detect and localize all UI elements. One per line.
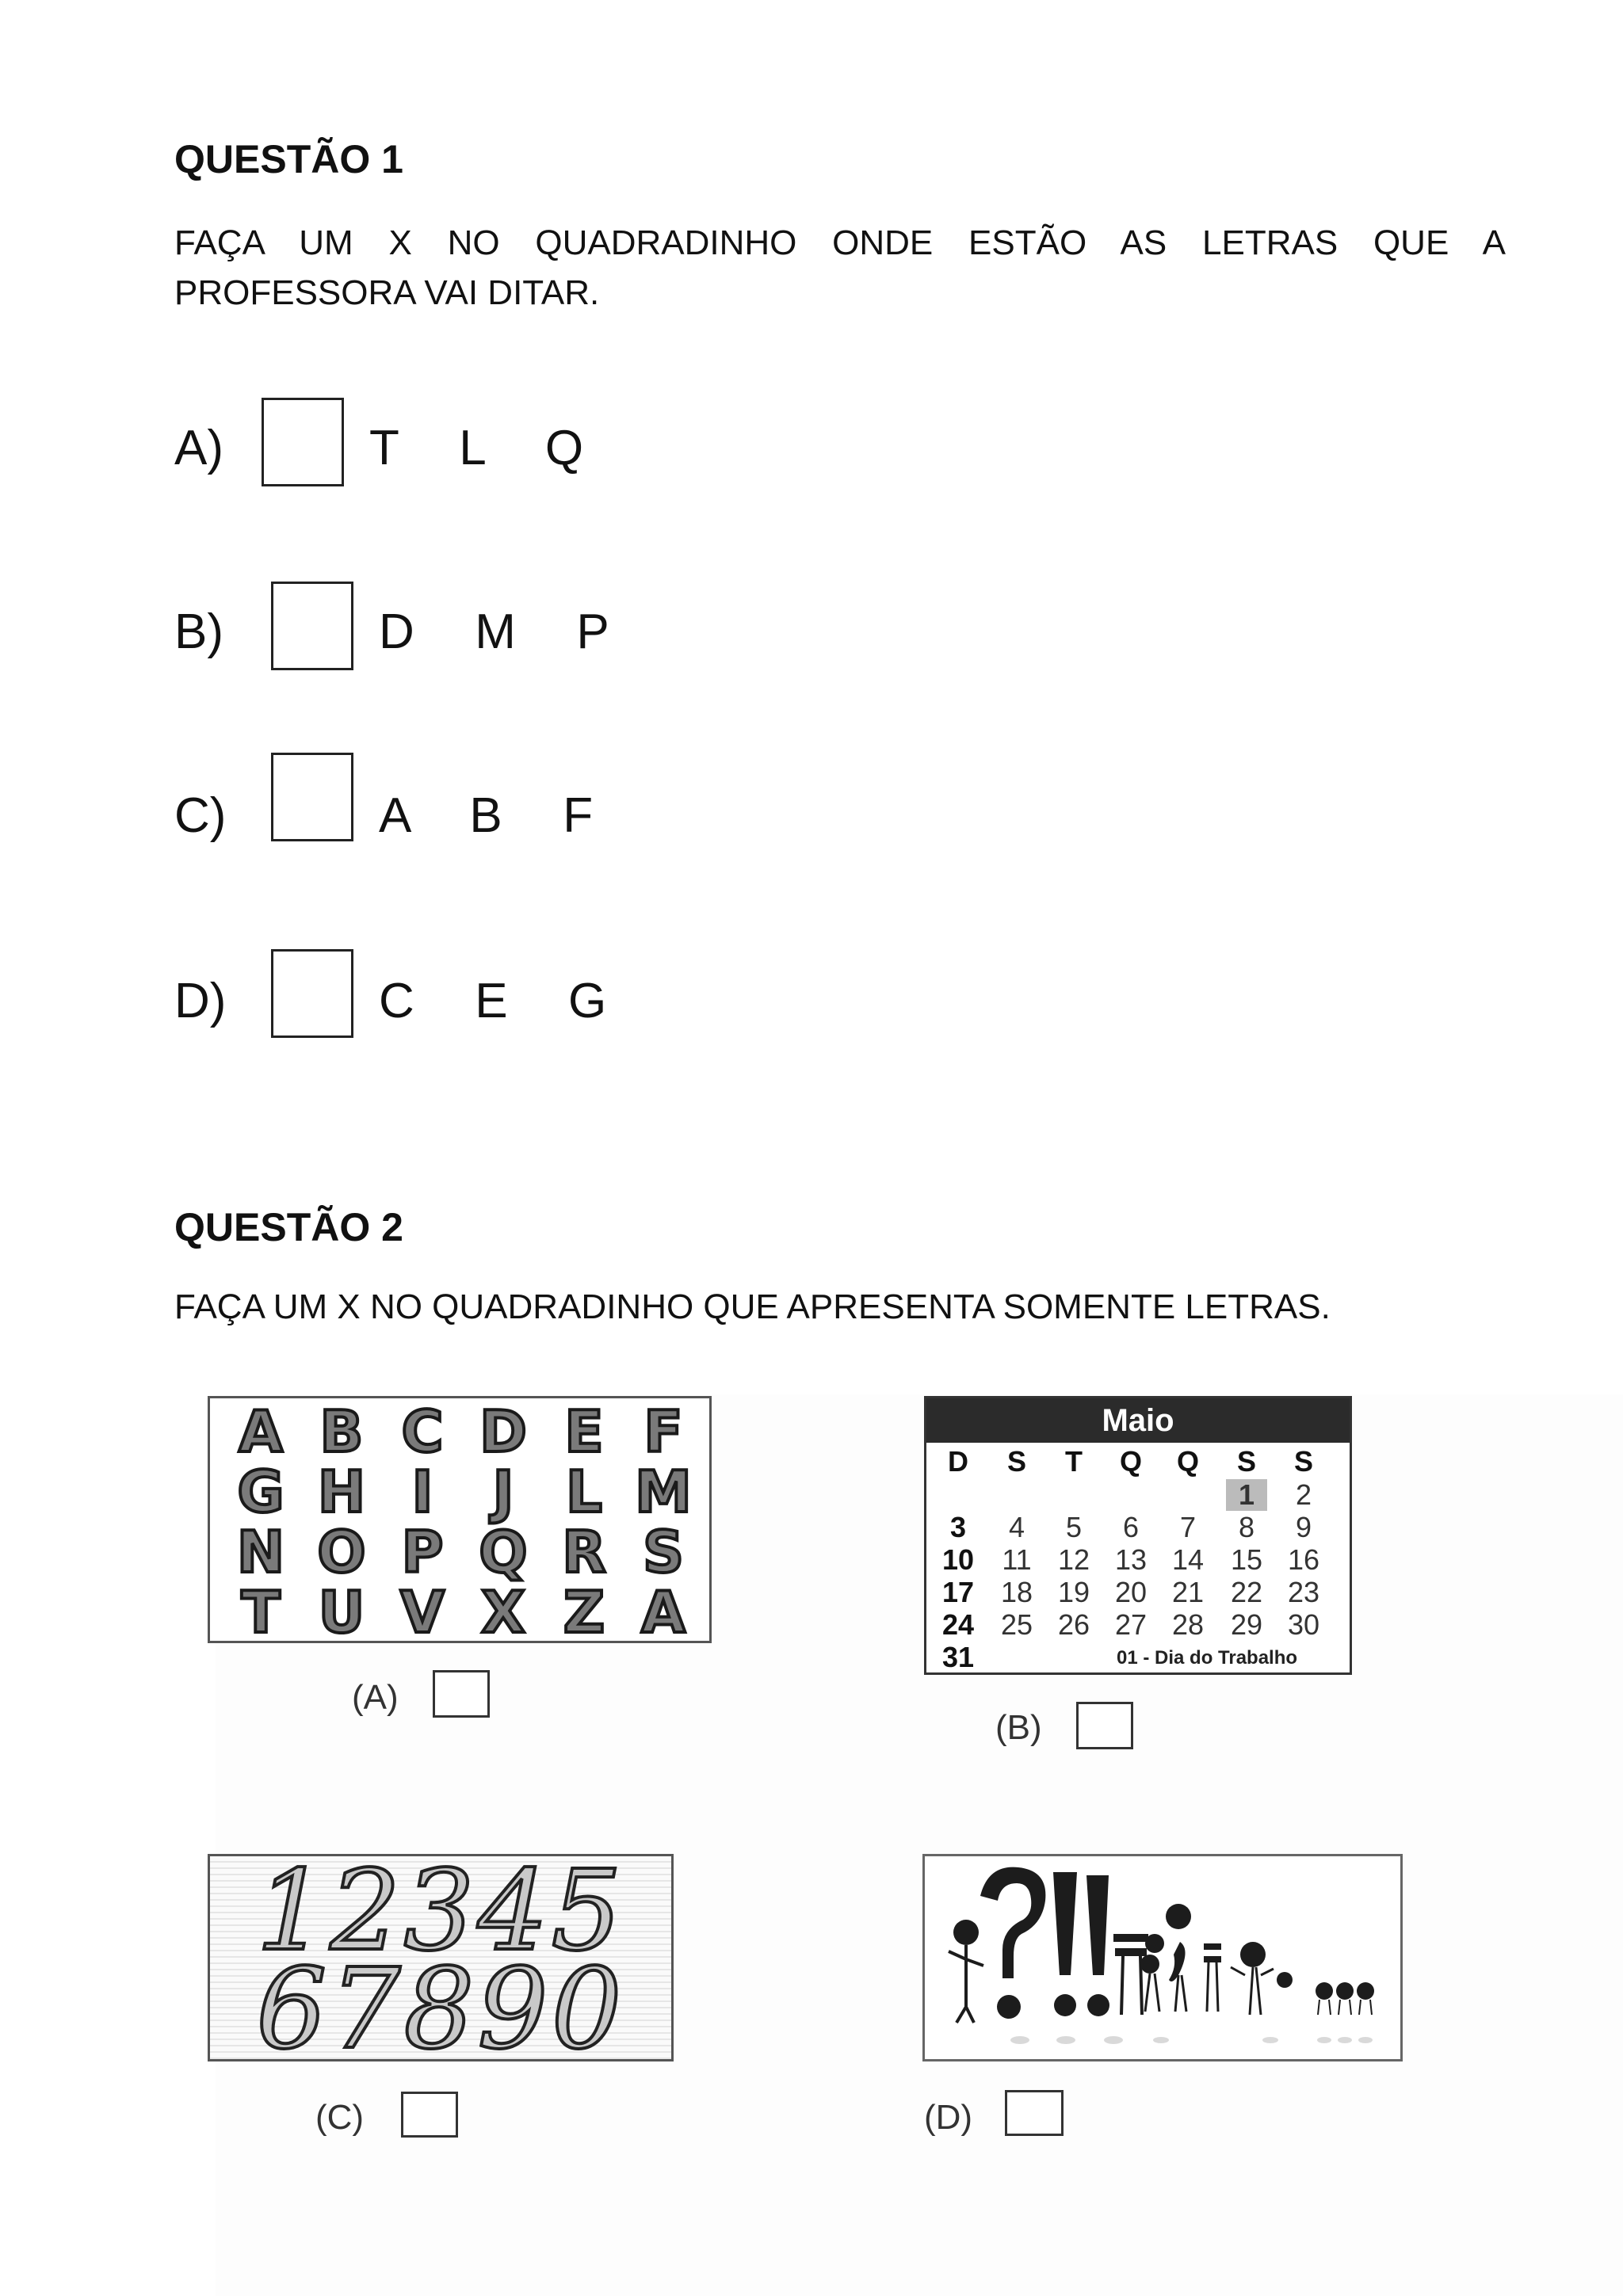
alphabet-letter: J <box>492 1459 514 1525</box>
calendar-day: 30 <box>1287 1608 1320 1641</box>
punctuation-characters-illustration <box>925 1856 1400 2059</box>
alphabet-image <box>208 1396 712 1643</box>
calendar-weekday: D <box>948 1445 968 1478</box>
calendar-day: 12 <box>1057 1543 1090 1576</box>
calendar-image <box>924 1396 1352 1675</box>
alphabet-letter: F <box>643 1398 683 1465</box>
alphabet-letter: P <box>401 1519 444 1585</box>
alphabet-letter: R <box>562 1519 606 1585</box>
option-c-label: C) <box>174 788 227 843</box>
calendar-weekday: Q <box>1176 1445 1199 1478</box>
question-1-instruction-line-2: PROFESSORA VAI DITAR. <box>174 273 600 312</box>
question-2-instruction: FAÇA UM X NO QUADRADINHO QUE APRESENTA SOMENTE LETRAS. <box>174 1287 1331 1326</box>
punctuation-image <box>922 1854 1403 2061</box>
option-a-checkbox[interactable] <box>262 398 344 486</box>
numbers-image <box>208 1854 674 2061</box>
question-1-title: QUESTÃO 1 <box>174 137 403 181</box>
calendar-day: 25 <box>1000 1608 1033 1641</box>
calendar-weekday: S <box>1293 1445 1313 1478</box>
option-c-image-checkbox[interactable] <box>401 2092 458 2138</box>
option-d-checkbox[interactable] <box>271 949 353 1038</box>
alphabet-letter: L <box>566 1459 602 1525</box>
option-c-letters: A B F <box>379 788 595 843</box>
option-a-label: A) <box>174 421 223 475</box>
alphabet-letter: G <box>237 1459 285 1525</box>
numbers-row-2: 67890 <box>256 1945 625 2061</box>
alphabet-letter: B <box>319 1398 364 1465</box>
option-d-image-checkbox[interactable] <box>1005 2090 1064 2136</box>
calendar-day: 14 <box>1171 1543 1205 1576</box>
calendar-day: 8 <box>1238 1511 1255 1543</box>
calendar-day: 13 <box>1114 1543 1148 1576</box>
calendar-day: 6 <box>1122 1511 1140 1543</box>
alphabet-letter: Z <box>563 1579 605 1643</box>
option-a-image-checkbox[interactable] <box>433 1670 490 1718</box>
option-d-caption: (D) <box>924 2098 973 2137</box>
calendar-day: 19 <box>1057 1576 1090 1608</box>
numbers-row-1: 12345 <box>256 1854 625 1976</box>
calendar-weekday: T <box>1065 1445 1083 1478</box>
alphabet-letter: E <box>564 1398 604 1465</box>
alphabet-letter: S <box>643 1519 684 1585</box>
option-d-label: D) <box>174 974 227 1028</box>
calendar-day: 9 <box>1295 1511 1312 1543</box>
calendar-weekday: S <box>1006 1445 1026 1478</box>
calendar-weekday: S <box>1236 1445 1256 1478</box>
alphabet-letter: A <box>641 1579 685 1643</box>
option-b-checkbox[interactable] <box>271 582 353 670</box>
alphabet-letter: I <box>411 1459 433 1525</box>
option-a-letters: T L Q <box>369 421 586 475</box>
question-2-title: QUESTÃO 2 <box>174 1205 403 1249</box>
question-1-instruction-line-1: FAÇA UM X NO QUADRADINHO ONDE ESTÃO AS LETRAS QUE A <box>174 223 1506 262</box>
alphabet-letter: M <box>635 1459 692 1525</box>
calendar-day: 5 <box>1065 1511 1083 1543</box>
option-a-caption: (A) <box>352 1678 399 1717</box>
calendar-day: 28 <box>1171 1608 1205 1641</box>
alphabet-letter: O <box>317 1519 366 1585</box>
alphabet-letter: N <box>236 1519 285 1585</box>
option-b-caption: (B) <box>995 1708 1042 1747</box>
calendar-day: 11 <box>1002 1543 1032 1576</box>
calendar-day: 15 <box>1230 1543 1263 1576</box>
alphabet-letter: H <box>317 1459 366 1525</box>
calendar-day: 31 <box>941 1641 975 1673</box>
calendar-day: 23 <box>1287 1576 1320 1608</box>
alphabet-letter: D <box>479 1398 527 1465</box>
calendar-weekday: Q <box>1119 1445 1142 1478</box>
option-c-checkbox[interactable] <box>271 753 353 841</box>
option-d-letters: C E G <box>379 974 609 1028</box>
alphabet-letter: A <box>239 1398 283 1465</box>
calendar-day: 29 <box>1230 1608 1263 1641</box>
calendar-day: 17 <box>941 1576 975 1608</box>
calendar-day: 7 <box>1179 1511 1197 1543</box>
calendar-day: 2 <box>1295 1478 1312 1511</box>
calendar-day: 10 <box>941 1543 975 1576</box>
option-c-caption: (C) <box>315 2098 365 2137</box>
calendar-day: 16 <box>1287 1543 1320 1576</box>
calendar-day: 1 <box>1226 1479 1267 1511</box>
calendar-day: 4 <box>1008 1511 1025 1543</box>
calendar-month: Maio <box>926 1398 1350 1443</box>
alphabet-letter: V <box>400 1579 445 1643</box>
calendar-day: 26 <box>1057 1608 1090 1641</box>
alphabet-letter: X <box>481 1579 525 1643</box>
alphabet-letter: Q <box>479 1519 528 1585</box>
calendar-day: 20 <box>1114 1576 1148 1608</box>
calendar-day: 24 <box>941 1608 975 1641</box>
option-b-label: B) <box>174 605 223 659</box>
option-b-image-checkbox[interactable] <box>1076 1702 1133 1749</box>
calendar-day: 18 <box>1000 1576 1033 1608</box>
alphabet-letter: U <box>318 1579 365 1643</box>
calendar-day: 3 <box>949 1511 967 1543</box>
calendar-day: 22 <box>1230 1576 1263 1608</box>
calendar-day: 27 <box>1114 1608 1148 1641</box>
calendar-day: 21 <box>1171 1576 1205 1608</box>
alphabet-letter: C <box>401 1398 444 1465</box>
alphabet-letter: T <box>241 1579 281 1643</box>
option-b-letters: D M P <box>379 605 611 659</box>
calendar-holiday-note: 01 - Dia do Trabalho <box>1117 1647 1298 1669</box>
